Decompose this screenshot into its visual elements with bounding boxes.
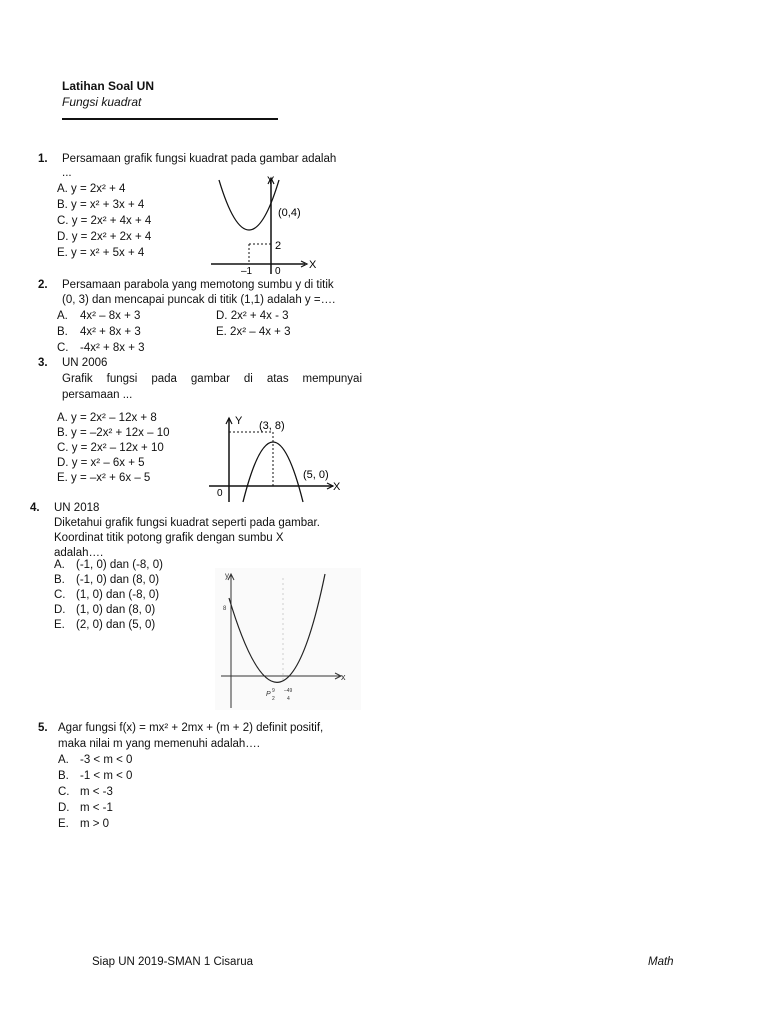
q2-option-a: 4x² – 8x + 3 [80,310,141,322]
q4-option-e-letter: E. [54,619,65,631]
q4-text-line1: Diketahui grafik fungsi kuadrat seperti pada gambar. [54,517,320,529]
q5-option-e: m > 0 [80,818,110,830]
q4-text-line2: Koordinat titik potong grafik dengan sumbu X [54,532,284,544]
q5-option-b: -1 < m < 0 [80,770,133,782]
q3-graph-x-label: X [333,481,341,493]
q4-graph-vx-num: 9 [272,688,275,694]
q4-option-a-letter: A. [54,559,65,571]
worksheet-title: Latihan Soal UN [62,79,155,93]
q5-option-d: m < -1 [80,802,113,814]
q4-graph-y-label: y [225,571,229,580]
q3-option-c: C. y = 2x² – 12x + 10 [57,442,164,454]
footer-left: Siap UN 2019-SMAN 1 Cisarua [92,956,254,968]
q5-text-line2: maka nilai m yang memenuhi adalah…. [58,738,260,750]
q4-option-e: (2, 0) dan (5, 0) [76,619,156,631]
q2-text-line2: (0, 3) dan mencapai puncak di titik (1,1) adalah y =…. [62,294,336,306]
q3-text-line2: persamaan ... [62,389,133,401]
q1-option-c: C. y = 2x² + 4x + 4 [57,215,152,227]
q3-text-line1: Grafik fungsi pada gambar di atas mempunyai [62,373,362,385]
q3-option-d: D. y = x² – 6x + 5 [57,457,145,469]
q4-number: 4. [30,502,40,514]
q3-graph-origin: 0 [217,488,223,499]
q2-option-d: D. 2x² + 4x - 3 [216,310,289,322]
worksheet-subtitle: Fungsi kuadrat [62,95,142,109]
q4-graph-y-intercept: 8 [223,606,227,612]
q4-option-d: (1, 0) dan (8, 0) [76,604,156,616]
q1-number: 1. [38,153,48,165]
q3-parabola-graph [205,410,355,504]
q1-graph-x-label: X [309,259,317,271]
q3-number: 3. [38,357,48,369]
q1-option-d: D. y = 2x² + 2x + 4 [57,231,152,243]
q2-option-c-letter: C. [57,342,69,354]
q4-graph-vy-num: –49 [284,688,293,694]
q3-graph-y-label: Y [235,415,243,427]
q4-option-a: (-1, 0) dan (-8, 0) [76,559,163,571]
q5-option-c-letter: C. [58,786,70,798]
q4-graph-vertex-p: P [266,691,271,698]
q2-option-c: -4x² + 8x + 3 [80,342,145,354]
q2-option-a-letter: A. [57,310,68,322]
q4-option-c: (1, 0) dan (-8, 0) [76,589,160,601]
q1-graph-y-value: 2 [275,240,282,252]
q5-number: 5. [38,722,48,734]
q5-option-a: -3 < m < 0 [80,754,133,766]
q4-option-b: (-1, 0) dan (8, 0) [76,574,160,586]
q5-option-a-letter: A. [58,754,69,766]
q5-option-d-letter: D. [58,802,70,814]
q5-option-b-letter: B. [58,770,69,782]
q2-option-b: 4x² + 8x + 3 [80,326,141,338]
q1-graph-origin: 0 [275,266,281,276]
q1-graph-x-neg: –1 [241,266,253,276]
q4-graph-x-label: x [341,672,346,682]
q1-option-b: B. y = x² + 3x + 4 [57,199,145,211]
q3-option-e: E. y = –x² + 6x – 5 [57,472,151,484]
q5-option-c: m < -3 [80,786,113,798]
q1-option-a: A. y = 2x² + 4 [57,183,126,195]
q1-graph-point-label: (0,4) [278,207,301,219]
q4-option-b-letter: B. [54,574,65,586]
q2-text-line1: Persamaan parabola yang memotong sumbu y di titik [62,279,334,291]
q3-source: UN 2006 [62,357,108,369]
header-divider [62,118,278,120]
q5-option-e-letter: E. [58,818,69,830]
footer-right: Math [648,956,674,968]
q3-graph-vertex-label: (3, 8) [259,420,285,432]
q4-option-c-letter: C. [54,589,66,601]
q2-option-e: E. 2x² – 4x + 3 [216,326,291,338]
q4-option-d-letter: D. [54,604,66,616]
q1-parabola-graph [205,172,335,276]
q4-graph-vx-den: 2 [272,696,275,702]
q1-text: Persamaan grafik fungsi kuadrat pada gambar adalah [62,153,337,165]
q1-graph-y-label: Y [267,175,275,187]
q5-text-line1: Agar fungsi f(x) = mx² + 2mx + (m + 2) definit positif, [58,722,324,734]
q2-number: 2. [38,279,48,291]
q4-graph-vy-den: 4 [287,696,290,702]
q1-option-e: E. y = x² + 5x + 4 [57,247,145,259]
q2-option-b-letter: B. [57,326,68,338]
q1-text-cont: ... [62,167,72,179]
q4-text-line3: adalah…. [54,547,104,559]
q3-option-b: B. y = –2x² + 12x – 10 [57,427,170,439]
q4-source: UN 2018 [54,502,100,514]
q3-graph-root-label: (5, 0) [303,469,329,481]
q3-option-a: A. y = 2x² – 12x + 8 [57,412,157,424]
q4-parabola-graph [215,568,361,710]
